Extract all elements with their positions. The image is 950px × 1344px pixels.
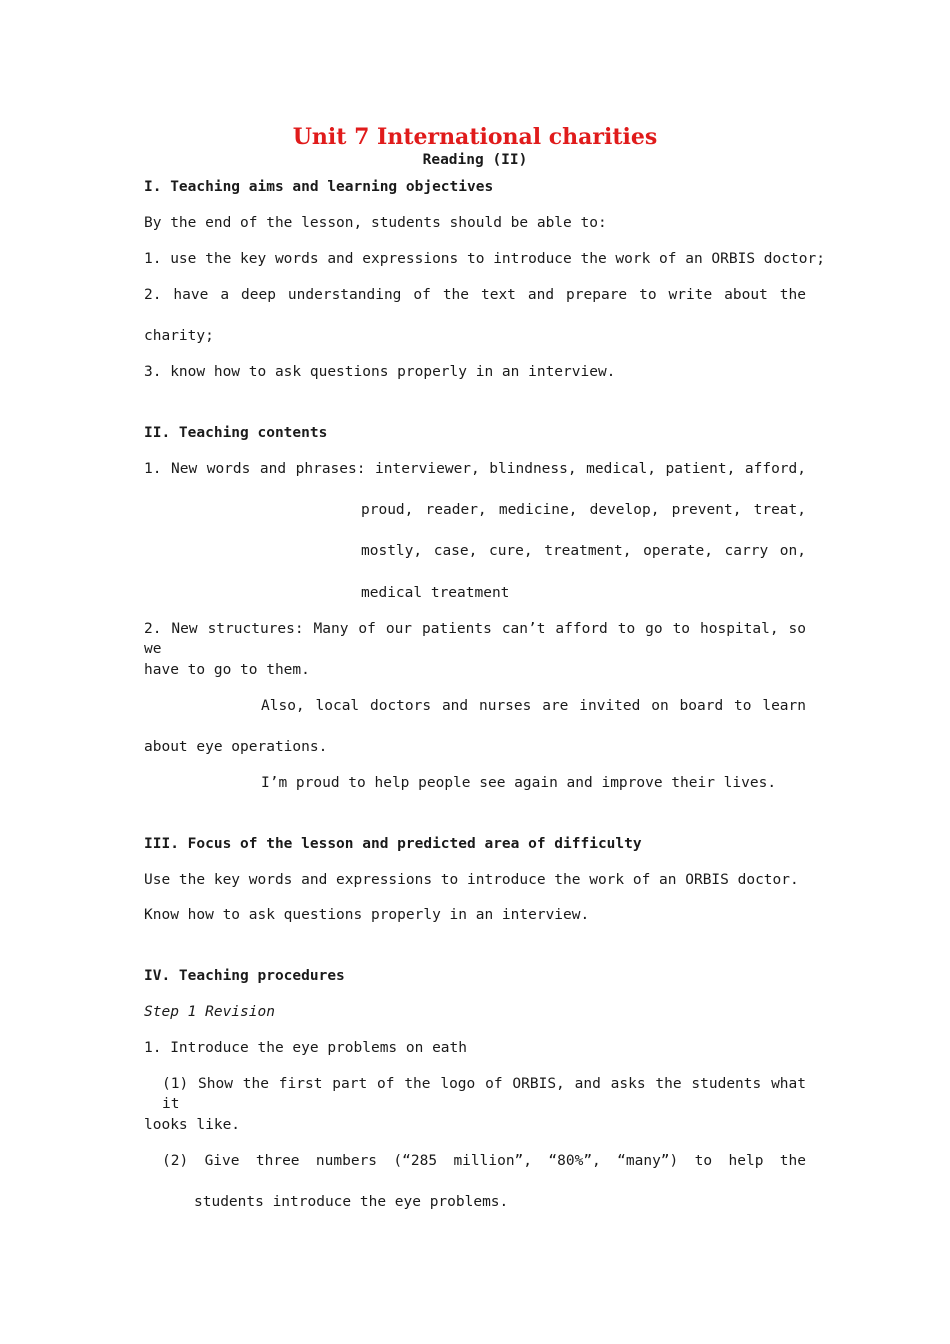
procedure-sub-2: (2) Give three numbers (“285 million”, “80%”, “many”) to help the xyxy=(162,1153,806,1169)
new-words-line-4: medical treatment xyxy=(361,585,510,601)
section-3-heading: III. Focus of the lesson and predicted area of difficulty xyxy=(144,836,642,852)
step-1-label: Step 1 Revision xyxy=(144,1004,275,1020)
section-1-item-2-cont: charity; xyxy=(144,328,214,344)
procedure-sub-1: (1) Show the first part of the logo of ORBIS, and asks the students what it xyxy=(162,1076,806,1112)
section-1-heading: I. Teaching aims and learning objectives xyxy=(144,179,494,195)
procedure-sub-1-cont: looks like. xyxy=(144,1117,241,1133)
new-structures-line-3: Also, local doctors and nurses are invited on board to learn xyxy=(261,698,806,714)
section-1-item-2: 2. have a deep understanding of the text and prepare to write about the xyxy=(144,287,806,303)
section-1-intro: By the end of the lesson, students should be able to: xyxy=(144,215,607,231)
new-structures-line-4: about eye operations. xyxy=(144,739,328,755)
new-words-line-2: proud, reader, medicine, develop, prevent, treat, xyxy=(361,502,806,518)
new-structures-line-2: have to go to them. xyxy=(144,662,310,678)
page-title: Unit 7 International charities xyxy=(292,124,658,150)
section-1-item-1: 1. use the key words and expressions to introduce the work of an ORBIS doctor; xyxy=(144,251,825,267)
section-3-line-1: Use the key words and expressions to introduce the work of an ORBIS doctor. xyxy=(144,872,799,888)
page-subtitle: Reading (II) xyxy=(422,152,528,168)
section-1-item-3: 3. know how to ask questions properly in an interview. xyxy=(144,364,616,380)
section-2-heading: II. Teaching contents xyxy=(144,425,328,441)
new-structures-line-1: 2. New structures: Many of our patients can’t afford to go to hospital, so we xyxy=(144,621,806,657)
new-structures-line-5: I’m proud to help people see again and improve their lives. xyxy=(261,775,777,791)
procedure-point-1: 1. Introduce the eye problems on eath xyxy=(144,1040,468,1056)
section-4-heading: IV. Teaching procedures xyxy=(144,968,345,984)
new-words-line-1: 1. New words and phrases: interviewer, blindness, medical, patient, afford, xyxy=(144,461,806,477)
new-words-line-3: mostly, case, cure, treatment, operate, carry on, xyxy=(361,543,806,559)
procedure-sub-2-cont: students introduce the eye problems. xyxy=(194,1194,509,1210)
section-3-line-2: Know how to ask questions properly in an interview. xyxy=(144,907,590,923)
